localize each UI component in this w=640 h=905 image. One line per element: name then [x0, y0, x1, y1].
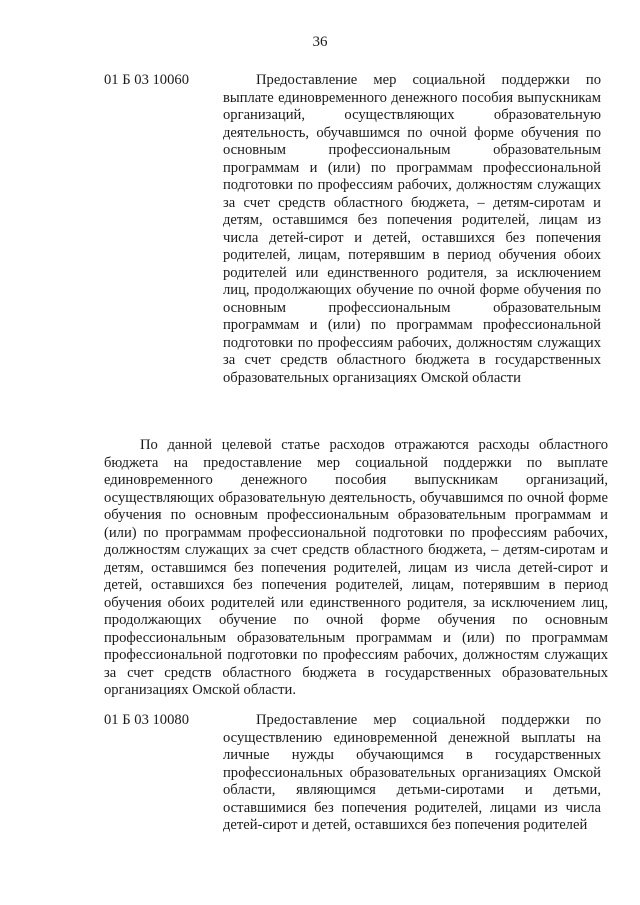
entry-description: Предоставление мер социальной поддержки по осуществлению единовременной денежной выплаты на личные нужды обучающимся в государственных профессиональных образовательных организациях Омской области, являющимся детьми-сиротами и детьми, оставшимися без попечения родителей, лицами из числа детей-сирот и детей, оставшихся без попечения родителей: [223, 712, 601, 833]
entry-code: 01 Б 03 10060: [104, 72, 189, 88]
page-number: 36: [312, 34, 328, 50]
entry-description: Предоставление мер социальной поддержки по выплате единовременного денежного пособия выпускникам организаций, осуществляющих образовательную деятельность, обучавшимся по очной форме обучения по основным профессиональным образовательным программам и (или) по программам профессиональной подготовки по профессиям рабочих, должностям служащих за счет средств областного бюджета, – детям-сиротам и детям, оставшимся без попечения родителей, лицам из числа детей-сирот и детей, оставшихся без попечения родителей, лицам, потерявшим в период обучения обоих родителей или единственного родителя, за исключением лиц, продолжающих обучение по очной форме обучения по основным профессиональным образовательным программам и (или) по программам профессиональной подготовки по профессиям рабочих, должностям служащих за счет средств областного бюджета в государственных образовательных организациях Омской области: [223, 72, 601, 386]
entry-code: 01 Б 03 10080: [104, 712, 189, 728]
body-paragraph: По данной целевой статье расходов отражаются расходы областного бюджета на предоставление мер социальной поддержки по выплате единовременного денежного пособия выпускникам организаций, осуществляющих образовательную деятельность, обучавшимся по очной форме обучения по основным профессиональным образовательным программам и (или) по программам профессиональной подготовки по профессиям рабочих, должностям служащих за счет средств областного бюджета, – детям-сиротам и детям, оставшимся без попечения родителей, лицам из числа детей-сирот и детей, оставшихся без попечения родителей, лицам, потерявшим в период обучения обоих родителей или единственного родителя, за исключением лиц, продолжающих обучение по очной форме обучения по основным профессиональным образовательным программам и (или) по программам профессиональной подготовки по профессиям рабочих, должностям служащих за счет средств областного бюджета в государственных образовательных организациях Омской области.: [104, 437, 608, 698]
